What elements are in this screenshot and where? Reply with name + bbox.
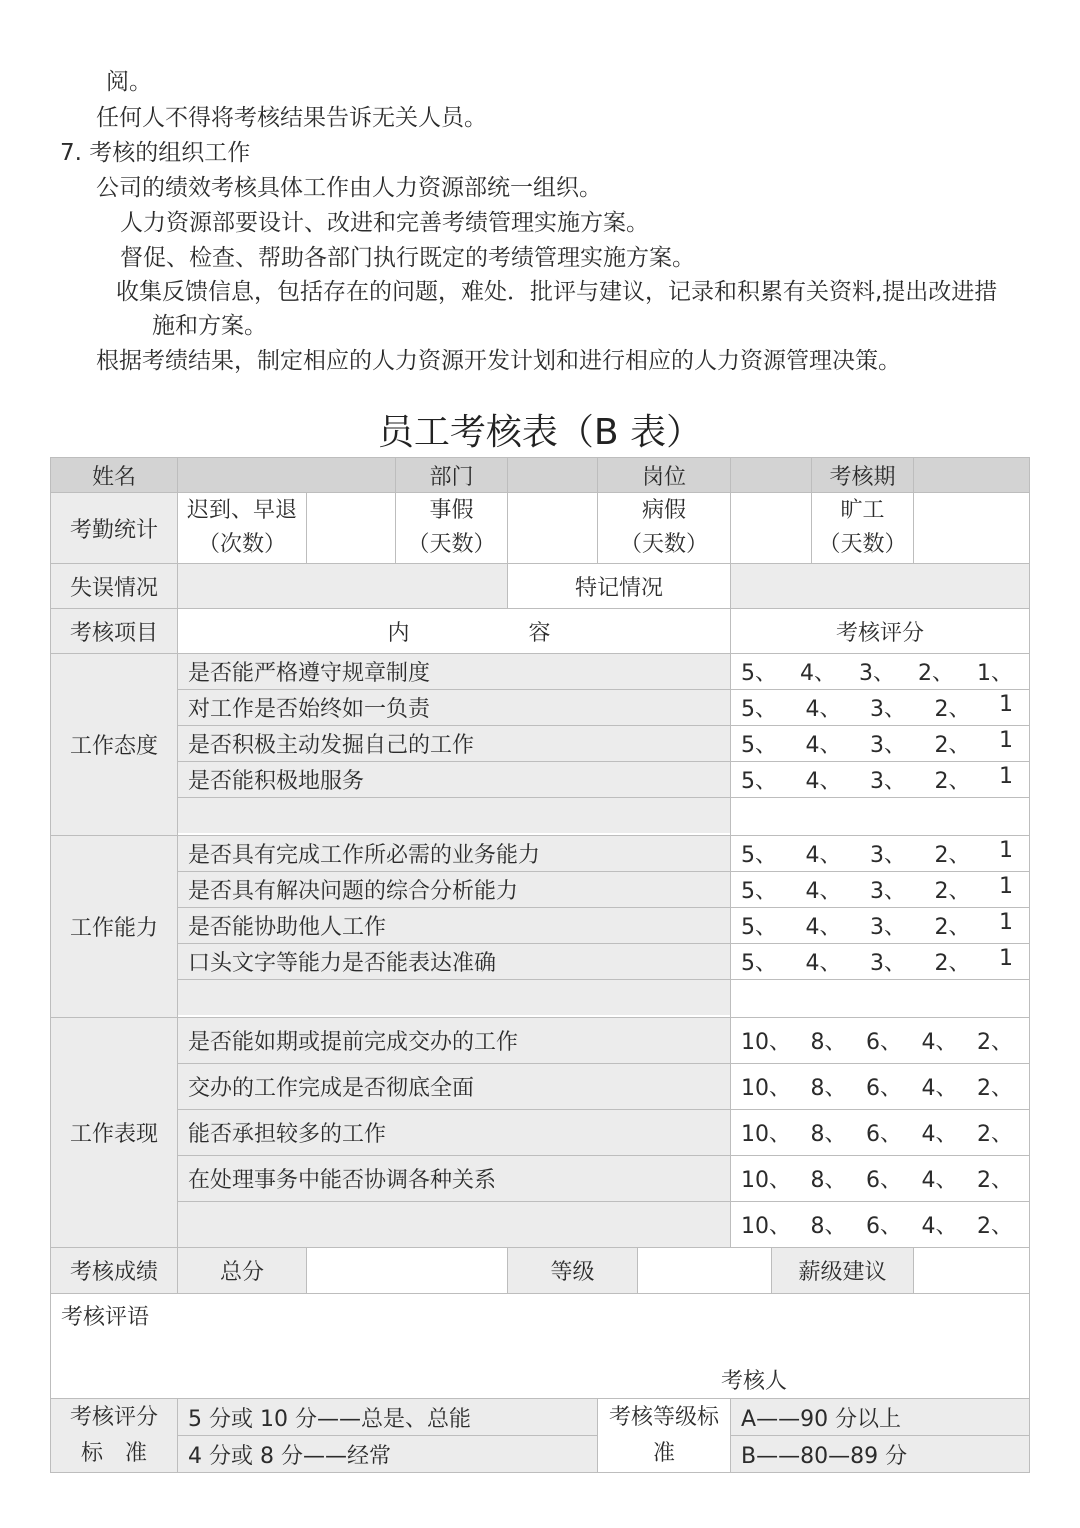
total-label: 总分	[178, 1248, 307, 1294]
late-label-line1: 迟到、早退	[186, 498, 297, 523]
score-4[interactable]: 4、	[805, 769, 842, 794]
performance-items	[178, 1018, 731, 1248]
score-4[interactable]: 4、	[921, 1076, 958, 1101]
score-10[interactable]: 10、	[741, 1076, 792, 1101]
absence-label	[812, 493, 914, 564]
performance-item-2: 交办的工作完成是否彻底全面	[178, 1064, 730, 1110]
score-4[interactable]: 4、	[805, 951, 842, 976]
score-6[interactable]: 6、	[866, 1214, 903, 1239]
performance-score-row-5[interactable]	[731, 1209, 1029, 1240]
intro-line-7: 收集反馈信息，包括存在的问题，难处．批评与建议，记录和积累有关资料,提出改进措	[116, 279, 998, 305]
ability-score-row-2[interactable]	[731, 874, 1029, 905]
score-2[interactable]: 2、	[977, 1122, 1014, 1147]
score-6[interactable]: 6、	[866, 1168, 903, 1193]
performance-item-blank	[178, 1202, 730, 1248]
header-row	[51, 458, 1030, 493]
sick-leave-line1: 病假	[642, 498, 687, 523]
sick-leave-label	[598, 493, 731, 564]
grade-standard-label-line2: 准	[653, 1440, 676, 1466]
intro-line-9: 根据考绩结果，制定相应的人力资源开发计划和进行相应的人力资源管理决策。	[96, 348, 901, 374]
score-5[interactable]: 5、	[741, 733, 778, 758]
mistake-field[interactable]	[178, 564, 508, 609]
intro-line-6: 督促、检查、帮助各部门执行既定的考绩管理实施方案。	[120, 245, 695, 271]
special-label: 特记情况	[508, 564, 731, 609]
score-2[interactable]: 2、	[934, 951, 971, 976]
performance-label: 工作表现	[51, 1018, 178, 1248]
remarks-row	[51, 1294, 1030, 1399]
score-4[interactable]: 4、	[800, 661, 837, 686]
performance-item-3: 能否承担较多的工作	[178, 1110, 730, 1156]
ability-score-row-4[interactable]	[731, 946, 1029, 977]
content-header	[178, 609, 731, 654]
score-10[interactable]: 10、	[741, 1030, 792, 1055]
intro-line-5: 人力资源部要设计、改进和完善考绩管理实施方案。	[120, 210, 649, 236]
attitude-score-row-2[interactable]	[731, 692, 1029, 723]
score-2[interactable]: 2、	[934, 915, 971, 940]
late-label-line2: （次数）	[197, 532, 286, 557]
score-3[interactable]: 3、	[859, 661, 896, 686]
score-standard-label-line2: 标 准	[80, 1440, 147, 1466]
grade-standard-1: A——90 分以上	[731, 1399, 1030, 1436]
score-1[interactable]: 1	[999, 764, 1014, 789]
score-5[interactable]: 5、	[741, 915, 778, 940]
score-4[interactable]: 4、	[921, 1214, 958, 1239]
score-2[interactable]: 2、	[977, 1030, 1014, 1055]
performance-score-row-2[interactable]	[731, 1071, 1029, 1102]
attitude-item-1: 是否能严格遵守规章制度	[178, 654, 730, 690]
score-4[interactable]: 4、	[805, 697, 842, 722]
score-6[interactable]: 6、	[866, 1076, 903, 1101]
assessment-form	[50, 457, 1030, 1473]
score-3[interactable]: 3、	[870, 951, 907, 976]
total-field[interactable]	[307, 1248, 508, 1294]
attitude-label: 工作态度	[51, 654, 178, 836]
performance-item-4: 在处理事务中能否协调各种关系	[178, 1156, 730, 1202]
ability-label: 工作能力	[51, 836, 178, 1018]
attitude-score-row-4[interactable]	[731, 764, 1029, 795]
salary-label: 薪级建议	[772, 1248, 914, 1294]
score-10[interactable]: 10、	[741, 1214, 792, 1239]
score-5[interactable]: 5、	[741, 769, 778, 794]
mistake-label: 失误情况	[51, 564, 178, 609]
score-standard-1: 5 分或 10 分——总是、总能	[178, 1399, 598, 1436]
score-2[interactable]: 2、	[977, 1168, 1014, 1193]
score-8[interactable]: 8、	[810, 1122, 847, 1147]
period-field[interactable]	[914, 458, 1030, 493]
content-header-b: 容	[528, 620, 551, 646]
ability-score-row-3[interactable]	[731, 910, 1029, 941]
grade-standard-2: B——80—89 分	[731, 1436, 1030, 1473]
salary-field[interactable]	[914, 1248, 1030, 1294]
score-8[interactable]: 8、	[810, 1030, 847, 1055]
absence-line1: 旷工	[840, 498, 885, 523]
score-4[interactable]: 4、	[921, 1168, 958, 1193]
intro-line-8: 施和方案。	[152, 313, 267, 339]
items-header-row	[51, 609, 1030, 654]
score-header: 考核评分	[731, 609, 1030, 654]
score-2[interactable]: 2、	[934, 879, 971, 904]
score-5[interactable]: 5、	[741, 661, 778, 686]
grade-standard-label-line1: 考核等级标	[609, 1404, 720, 1430]
section-heading: 7. 考核的组织工作	[60, 140, 251, 166]
performance-item-1: 是否能如期或提前完成交办的工作	[178, 1018, 730, 1064]
score-3[interactable]: 3、	[870, 915, 907, 940]
special-field[interactable]	[731, 564, 1030, 609]
score-1[interactable]: 1	[999, 692, 1014, 717]
intro-line-4: 公司的绩效考核具体工作由人力资源部统一组织。	[96, 175, 602, 201]
score-1[interactable]: 1	[999, 874, 1014, 899]
mistake-row	[51, 564, 1030, 609]
personal-leave-label	[396, 493, 508, 564]
score-2[interactable]: 2、	[934, 733, 971, 758]
attitude-item-4: 是否能积极地服务	[178, 762, 730, 798]
score-8[interactable]: 8、	[810, 1168, 847, 1193]
score-2[interactable]: 2、	[934, 769, 971, 794]
ability-score-blank	[731, 980, 1029, 1016]
score-3[interactable]: 3、	[870, 733, 907, 758]
score-10[interactable]: 10、	[741, 1168, 792, 1193]
attitude-score-row-3[interactable]	[731, 728, 1029, 759]
name-label: 姓名	[51, 458, 178, 493]
personal-leave-field[interactable]	[508, 493, 598, 564]
standards-row-2	[51, 1436, 1030, 1473]
late-label	[178, 493, 307, 564]
ability-scores	[731, 836, 1030, 1018]
remarks-field[interactable]	[51, 1294, 1030, 1399]
personal-leave-line1: 事假	[429, 498, 474, 523]
sick-leave-field[interactable]	[731, 493, 812, 564]
score-6[interactable]: 6、	[866, 1122, 903, 1147]
attitude-section	[51, 654, 1030, 836]
remarks-label: 考核评语	[61, 1305, 150, 1330]
score-3[interactable]: 3、	[870, 697, 907, 722]
attitude-item-3: 是否积极主动发掘自己的工作	[178, 726, 730, 762]
score-3[interactable]: 3、	[870, 879, 907, 904]
absence-field[interactable]	[914, 493, 1030, 564]
ability-item-2: 是否具有解决问题的综合分析能力	[178, 872, 730, 908]
score-2[interactable]: 2、	[918, 661, 955, 686]
score-standard-label	[51, 1399, 178, 1473]
score-4[interactable]: 4、	[921, 1122, 958, 1147]
score-4[interactable]: 4、	[805, 733, 842, 758]
post-label: 岗位	[598, 458, 731, 493]
score-5[interactable]: 5、	[741, 879, 778, 904]
score-standard-label-line1: 考核评分	[69, 1404, 158, 1430]
content-header-a: 内	[387, 620, 410, 646]
period-label: 考核期	[812, 458, 914, 493]
ability-items	[178, 836, 731, 1018]
performance-scores	[731, 1018, 1030, 1248]
score-5[interactable]: 5、	[741, 697, 778, 722]
score-1[interactable]: 1	[999, 728, 1014, 753]
score-6[interactable]: 6、	[866, 1030, 903, 1055]
performance-score-row-4[interactable]	[731, 1163, 1029, 1194]
score-10[interactable]: 10、	[741, 1122, 792, 1147]
ability-item-blank	[178, 980, 730, 1016]
attitude-item-blank	[178, 798, 730, 834]
item-header: 考核项目	[51, 609, 178, 654]
performance-section	[51, 1018, 1030, 1248]
assessor-label: 考核人	[721, 1369, 788, 1394]
score-3[interactable]: 3、	[870, 769, 907, 794]
post-field[interactable]	[731, 458, 812, 493]
score-4[interactable]: 4、	[805, 879, 842, 904]
ability-section	[51, 836, 1030, 1018]
name-field[interactable]	[178, 458, 396, 493]
attitude-score-row-1[interactable]	[731, 656, 1029, 687]
form-title: 员工考核表（B 表）	[377, 412, 703, 453]
grade-label: 等级	[508, 1248, 638, 1294]
score-1[interactable]: 1、	[977, 661, 1014, 686]
performance-score-row-3[interactable]	[731, 1117, 1029, 1148]
score-1[interactable]: 1	[999, 838, 1014, 863]
dept-label: 部门	[396, 458, 508, 493]
score-1[interactable]: 1	[999, 946, 1014, 971]
ability-item-4: 口头文字等能力是否能表达准确	[178, 944, 730, 980]
intro-line-2: 任何人不得将考核结果告诉无关人员。	[96, 105, 487, 131]
score-4[interactable]: 4、	[805, 915, 842, 940]
ability-item-1: 是否具有完成工作所必需的业务能力	[178, 836, 730, 872]
grade-standard-label	[598, 1399, 731, 1473]
result-label: 考核成绩	[51, 1248, 178, 1294]
score-5[interactable]: 5、	[741, 951, 778, 976]
attitude-score-blank	[731, 798, 1029, 834]
attitude-items	[178, 654, 731, 836]
score-8[interactable]: 8、	[810, 1076, 847, 1101]
score-4[interactable]: 4、	[805, 843, 842, 868]
attitude-scores	[731, 654, 1030, 836]
performance-score-row-1[interactable]	[731, 1025, 1029, 1056]
score-standard-2: 4 分或 8 分——经常	[178, 1436, 598, 1473]
score-1[interactable]: 1	[999, 910, 1014, 935]
score-2[interactable]: 2、	[934, 843, 971, 868]
ability-item-3: 是否能协助他人工作	[178, 908, 730, 944]
absence-line2: （天数）	[818, 532, 907, 557]
personal-leave-line2: （天数）	[407, 532, 496, 557]
intro-line-1: 阅。	[106, 69, 152, 95]
sick-leave-line2: （天数）	[620, 532, 709, 557]
attendance-row	[51, 493, 1030, 564]
late-field[interactable]	[307, 493, 396, 564]
score-3[interactable]: 3、	[870, 843, 907, 868]
attitude-item-2: 对工作是否始终如一负责	[178, 690, 730, 726]
result-row	[51, 1248, 1030, 1294]
score-2[interactable]: 2、	[934, 697, 971, 722]
score-5[interactable]: 5、	[741, 843, 778, 868]
grade-field[interactable]	[638, 1248, 772, 1294]
ability-score-row-1[interactable]	[731, 838, 1029, 869]
score-2[interactable]: 2、	[977, 1214, 1014, 1239]
score-2[interactable]: 2、	[977, 1076, 1014, 1101]
dept-field[interactable]	[508, 458, 598, 493]
standards-row-1	[51, 1399, 1030, 1436]
score-4[interactable]: 4、	[921, 1030, 958, 1055]
score-8[interactable]: 8、	[810, 1214, 847, 1239]
attendance-label: 考勤统计	[51, 493, 178, 564]
